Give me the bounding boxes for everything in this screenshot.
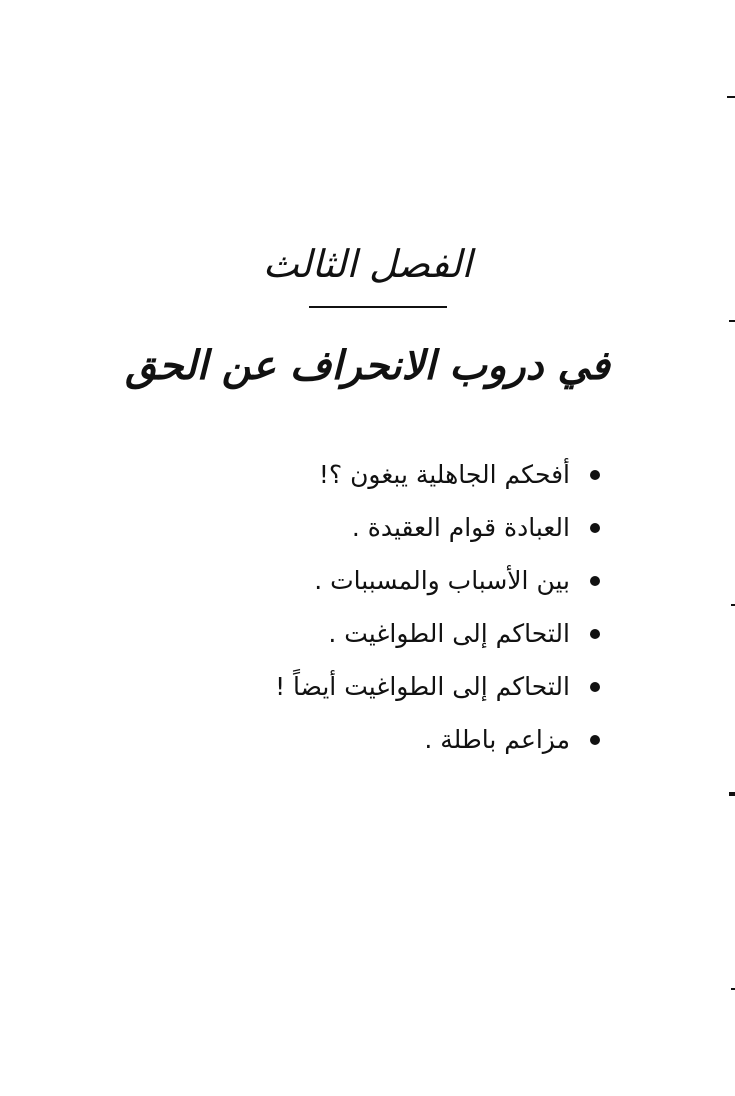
list-item <box>160 713 600 766</box>
bullet-icon <box>590 735 600 745</box>
list-item <box>160 554 600 607</box>
chapter-subtitle: في دروب الانحراف عن الحق <box>125 342 610 389</box>
topic-list <box>160 448 600 766</box>
list-item <box>160 607 600 660</box>
topic-text: مزاعم باطلة . <box>424 725 570 754</box>
bullet-icon <box>590 682 600 692</box>
bullet-icon <box>590 470 600 480</box>
scan-edge-mark <box>727 96 735 98</box>
list-item <box>160 448 600 501</box>
scan-edge-mark <box>731 988 735 990</box>
topic-text: التحاكم إلى الطواغيت . <box>328 619 570 648</box>
topic-text: العبادة قوام العقيدة . <box>351 513 570 542</box>
chapter-title: الفصل الثالث <box>262 242 473 286</box>
scan-edge-mark <box>731 604 735 606</box>
bullet-icon <box>590 576 600 586</box>
topic-text: التحاكم إلى الطواغيت أيضاً ! <box>275 672 570 701</box>
bullet-icon <box>590 629 600 639</box>
topic-text: أفحكم الجاهلية يبغون ؟! <box>318 460 570 489</box>
scan-edge-mark <box>729 792 735 796</box>
list-item <box>160 660 600 713</box>
list-item <box>160 501 600 554</box>
title-divider <box>309 306 447 308</box>
bullet-icon <box>590 523 600 533</box>
scan-edge-mark <box>729 320 735 322</box>
topic-text: بين الأسباب والمسببات . <box>314 566 570 595</box>
